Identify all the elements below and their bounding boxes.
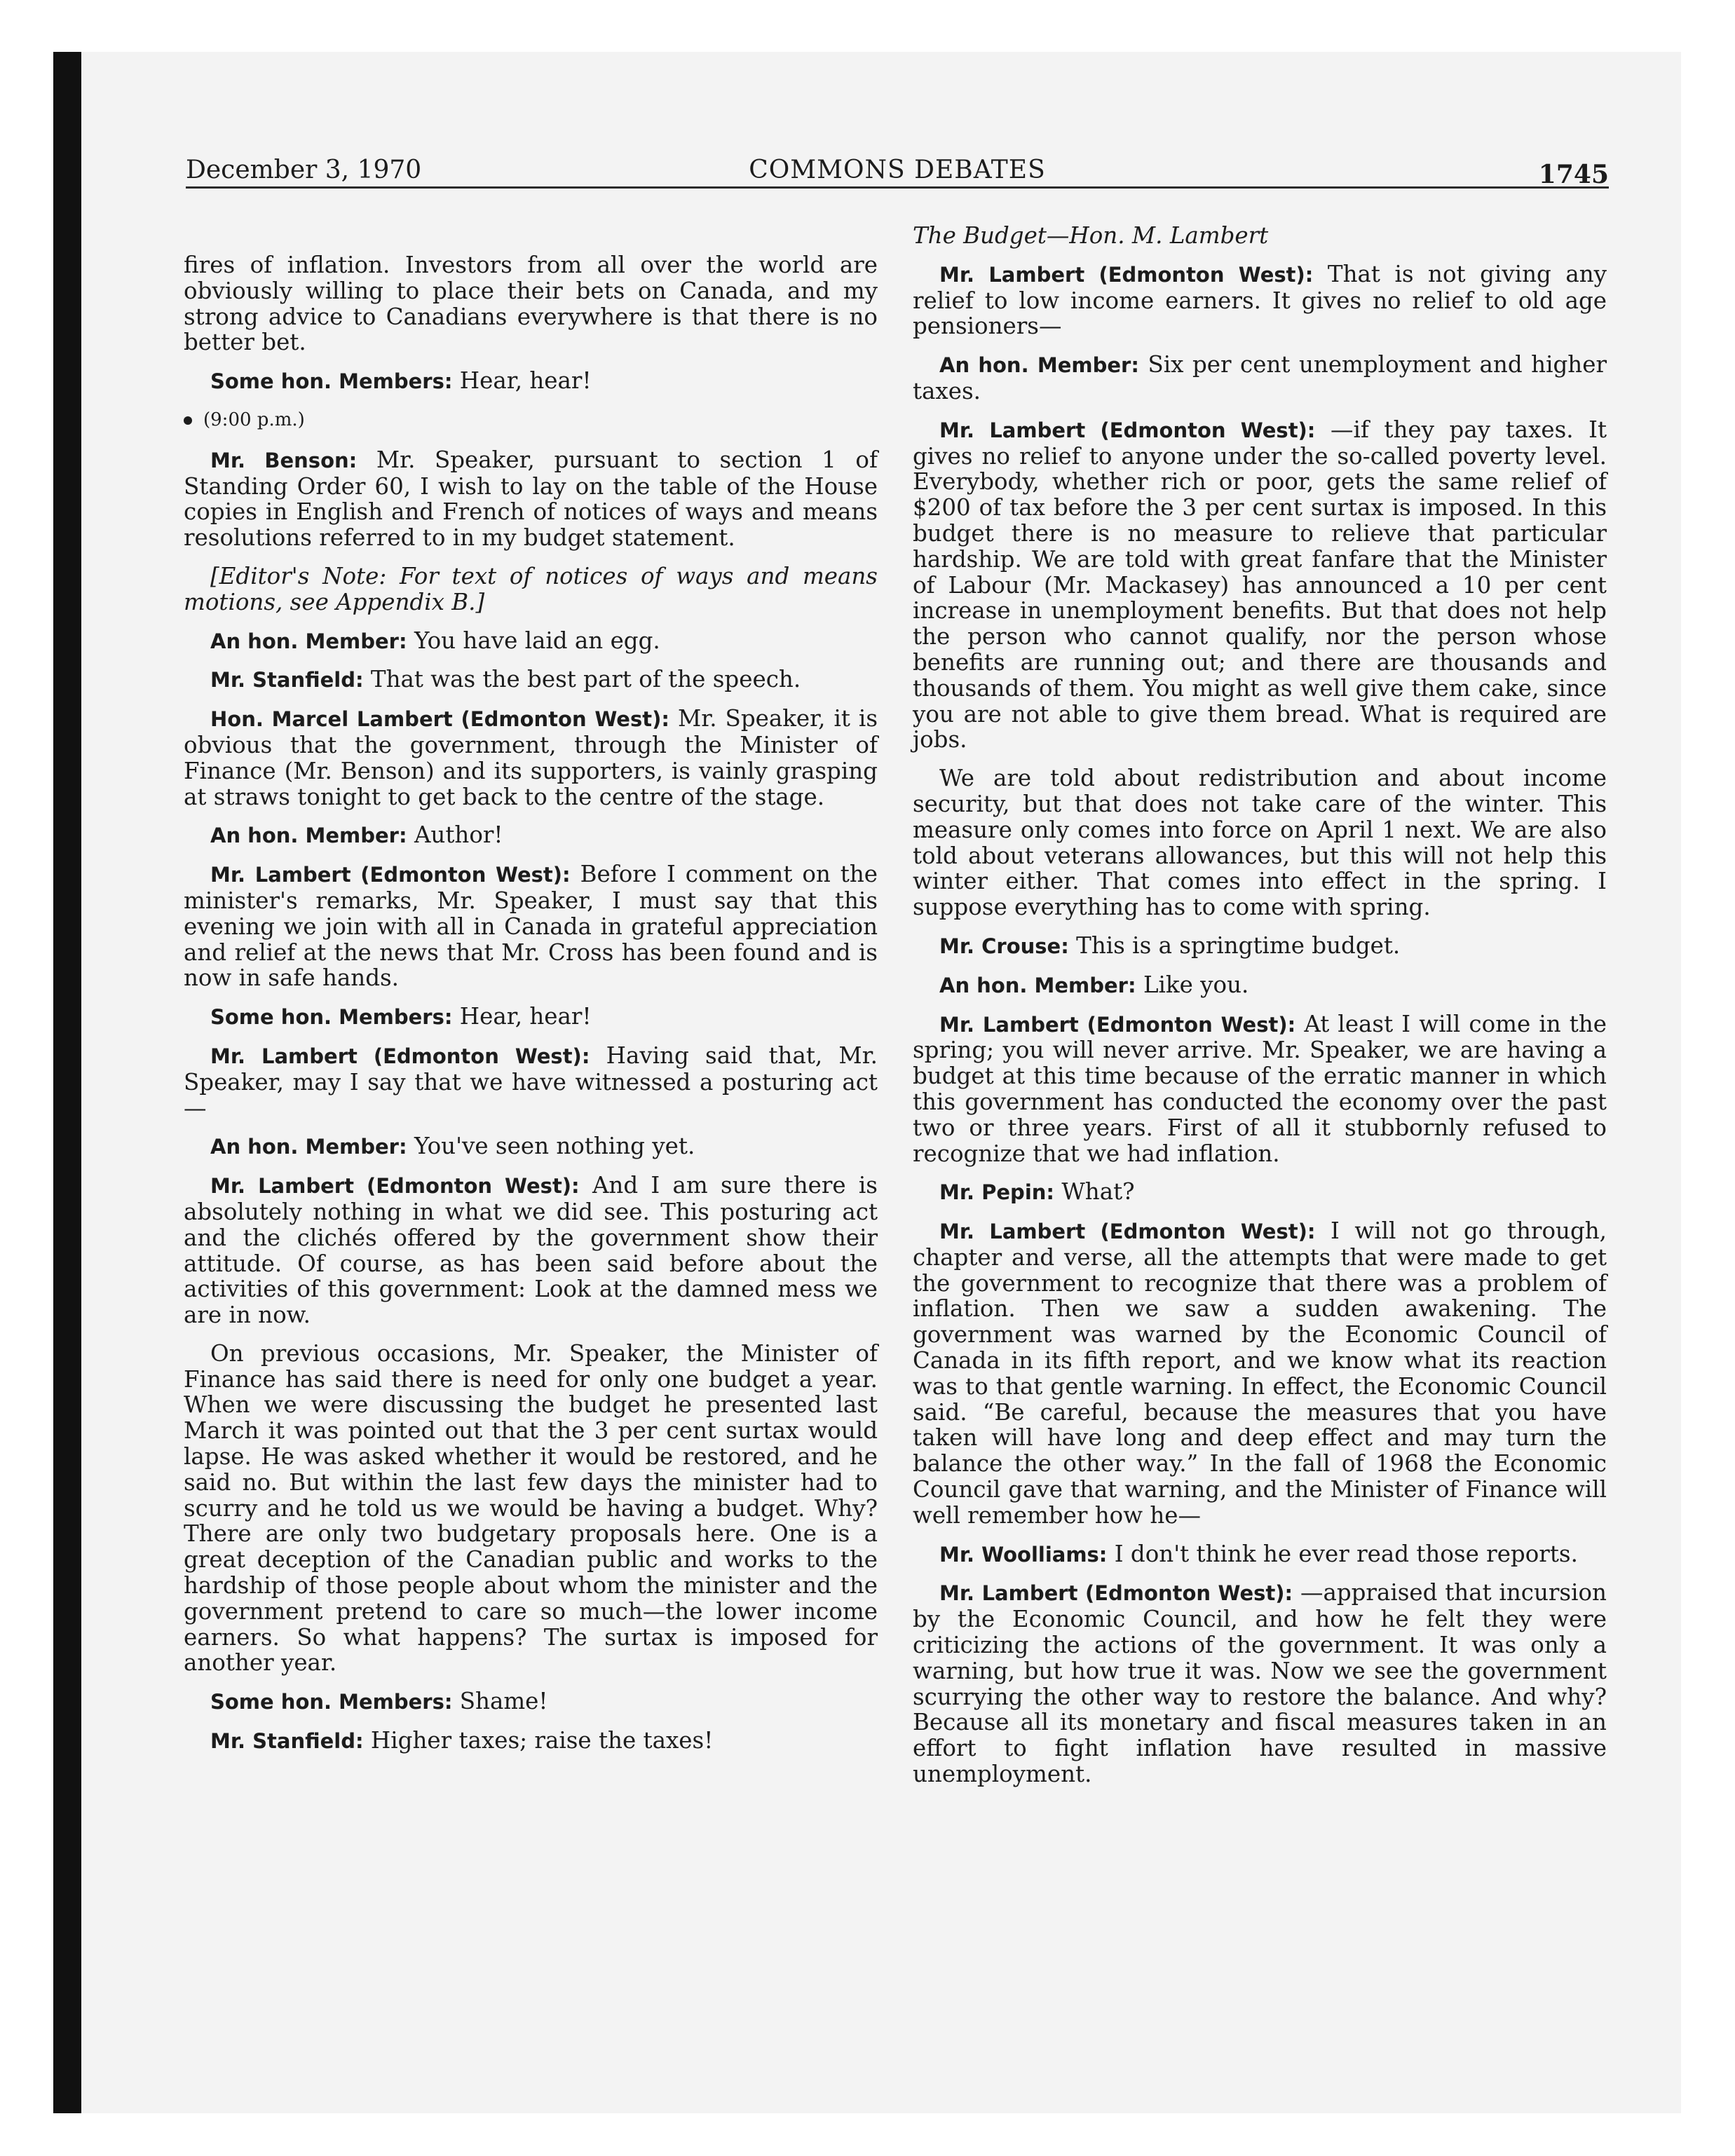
speaker-name: An hon. Member:	[210, 824, 407, 848]
speech-text: Mr. Speaker, it is obvious that the government, through the Minister of Finance (Mr. Benson) and its supporters, is vainly grasping at straws tonight to get back to the centre of the stage.	[184, 705, 878, 810]
speaker-name: Mr. Lambert (Edmonton West):	[939, 262, 1314, 287]
right-column-body	[913, 261, 1607, 1787]
speaker-name: Mr. Stanfield:	[210, 668, 364, 692]
speaker-name: Mr. Benson:	[210, 448, 358, 472]
speech-text: That was the best part of the speech.	[370, 666, 801, 693]
speech-text: Having said that, Mr. Speaker, may I say that we have witnessed a posturing act—	[184, 1042, 878, 1121]
speech-paragraph	[184, 667, 878, 693]
speaker-name: Hon. Marcel Lambert (Edmonton West):	[210, 707, 669, 732]
speech-paragraph	[184, 706, 878, 810]
running-heading: The Budget—Hon. M. Lambert	[913, 222, 1269, 249]
header-page-number: 1745	[1538, 160, 1609, 189]
speech-text: Author!	[414, 821, 503, 849]
speaker-name: Mr. Lambert (Edmonton West):	[939, 1012, 1296, 1037]
time-text: (9:00 p.m.)	[203, 409, 305, 430]
speech-text: Like you.	[1143, 971, 1249, 998]
speech-text: Hear, hear!	[459, 1003, 592, 1030]
speech-text: Hear, hear!	[459, 367, 592, 395]
speaker-name: Mr. Lambert (Edmonton West):	[939, 418, 1316, 442]
speaker-name: Mr. Lambert (Edmonton West):	[939, 1581, 1293, 1606]
speech-text: Higher taxes; raise the taxes!	[370, 1727, 714, 1754]
speaker-name: An hon. Member:	[939, 353, 1139, 378]
speech-paragraph	[184, 861, 878, 991]
right-column	[913, 223, 1607, 1800]
speech-paragraph	[913, 417, 1607, 753]
speech-text: I will not go through, chapter and verse, all the attempts that were made to get the government to recognize that there was a problem of inflation. Then we saw a sudden awakening. The government was warned by the Economic Council of Canada in its fifth report, and we know what its reaction was to that gentle warning. In effect, the Economic Council said. “Be careful, because the measures that you have taken will have long and deep effect and may turn the balance the other way.” In the fall of 1968 the Economic Council gave that warning, and the Minister of Finance will well remember how he—	[913, 1217, 1607, 1529]
speech-text: You've seen nothing yet.	[414, 1133, 695, 1160]
time-marker	[184, 407, 878, 433]
speech-text: Before I comment on the minister's remarks, Mr. Speaker, I must say that this evening we join with all in Canada in grateful appreciation and relief at the news that Mr. Cross has been found and is now in safe hands.	[184, 861, 878, 992]
speech-paragraph	[913, 1541, 1607, 1568]
speech-paragraph	[184, 1688, 878, 1715]
header-date: December 3, 1970	[186, 156, 422, 184]
left-column	[184, 252, 878, 1767]
speech-paragraph	[184, 368, 878, 395]
speaker-name: Some hon. Members:	[210, 1690, 453, 1714]
speech-paragraph	[913, 352, 1607, 404]
speech-paragraph	[913, 972, 1607, 999]
speech-text: You have laid an egg.	[414, 627, 660, 654]
speech-text: And I am sure there is absolutely nothing in what we did see. This posturing act and the clichés offered by the government show their attitude. Of course, as has been said before about the activities of this government: Look at the damned mess we are in now.	[184, 1172, 878, 1329]
speech-paragraph	[913, 1179, 1607, 1206]
speech-text: Six per cent unemployment and higher taxes.	[913, 351, 1607, 404]
speech-paragraph	[184, 628, 878, 655]
speech-text: This is a springtime budget.	[1076, 932, 1401, 959]
speech-text: I don't think he ever read those reports.	[1114, 1540, 1578, 1567]
editor-note: [Editor's Note: For text of notices of ways and means motions, see Appendix B.]	[184, 562, 878, 615]
speaker-name: Mr. Crouse:	[939, 934, 1069, 958]
speech-text: What?	[1061, 1178, 1135, 1206]
speech-text: That is not giving any relief to low income earners. It gives no relief to old age pensioners—	[913, 260, 1607, 340]
speech-paragraph	[184, 1043, 878, 1121]
speaker-name: Some hon. Members:	[210, 1005, 453, 1030]
speech-text: At least I will come in the spring; you will never arrive. Mr. Speaker, we are having a budget at this time because of the erratic manner in which this government has conducted the economy over the past two or three years. First of all it stubbornly refused to recognize that we had inflation.	[913, 1010, 1607, 1167]
scan-binding-edge	[53, 52, 81, 2113]
speaker-name: Mr. Stanfield:	[210, 1729, 364, 1754]
speaker-name: An hon. Member:	[210, 1135, 407, 1159]
speech-text: Shame!	[459, 1688, 548, 1715]
speaker-name: Mr. Lambert (Edmonton West):	[939, 1220, 1316, 1244]
page-header	[186, 153, 1609, 189]
speech-paragraph	[913, 1580, 1607, 1787]
speech-paragraph	[184, 1728, 878, 1754]
speech-paragraph	[913, 1218, 1607, 1529]
speaker-name: Mr. Lambert (Edmonton West):	[210, 1044, 590, 1068]
body-paragraph: We are told about redistribution and about income security, but that does not take care of the winter. This measure only comes into force on April 1 next. We are also told about veterans allowances, but this will not help this winter either. That comes into effect in the spring. I suppose everything has to come with spring.	[913, 765, 1607, 921]
body-paragraph: On previous occasions, Mr. Speaker, the Minister of Finance has said there is need for only one budget a year. When we were discussing the budget he presented last March it was pointed out that the 3 per cent surtax would lapse. He was asked whether it would be restored, and he said no. But within the last few days the minister had to scurry and he told us we would be having a budget. Why? There are only two budgetary proposals here. One is a great deception of the Canadian public and works to the hardship of those people about whom the minister and the government pretend to care so much—the lower income earners. So what happens? The surtax is imposed for another year.	[184, 1339, 878, 1677]
speaker-name: Mr. Woolliams:	[939, 1542, 1108, 1567]
speech-paragraph	[913, 1011, 1607, 1167]
speech-paragraph	[913, 261, 1607, 339]
speech-text: —if they pay taxes. It gives no relief to anyone under the so-called poverty level. Everybody, whether rich or poor, gets the same relief of $200 of tax before the 3 per cent surtax is imposed. In this budget there is no measure to relieve that particular hardship. We are told with great fanfare that the Minister of Labour (Mr. Mackasey) has announced a 10 per cent increase in unemployment benefits. But that does not help the person who cannot qualify, nor the person whose benefits are running out; and there are thousands and thousands of them. You might as well give them cake, since you are not able to give them bread. What is required are jobs.	[913, 416, 1607, 753]
speaker-name: Some hon. Members:	[210, 369, 453, 394]
speech-text: Mr. Speaker, pursuant to section 1 of Standing Order 60, I wish to lay on the table of the House copies in English and French of notices of ways and means resolutions referred to in my budget statement.	[184, 446, 878, 552]
speech-paragraph	[913, 933, 1607, 960]
bullet-icon	[184, 416, 192, 425]
speech-paragraph	[184, 1004, 878, 1030]
speaker-name: Mr. Lambert (Edmonton West):	[210, 863, 571, 887]
continued-paragraph: fires of inflation. Investors from all over the world are obviously willing to place their bets on Canada, and my strong advice to Canadians everywhere is that there is no better bet.	[184, 252, 878, 356]
header-title: COMMONS DEBATES	[749, 156, 1046, 184]
speech-paragraph	[184, 1173, 878, 1328]
speech-paragraph	[184, 822, 878, 849]
speaker-name: Mr. Lambert (Edmonton West):	[210, 1174, 580, 1199]
speech-text: —appraised that incursion by the Economic Council, and how he felt they were criticizing the actions of the government. It was only a warning, but how true it was. Now we see the government scurrying the other way to restore the balance. And why? Because all its monetary and fiscal measures taken in an effort to fight inflation have resulted in massive unemployment.	[913, 1579, 1607, 1788]
speaker-name: An hon. Member:	[939, 973, 1136, 997]
speech-paragraph	[184, 447, 878, 551]
speech-paragraph	[184, 1133, 878, 1160]
speaker-name: Mr. Pepin:	[939, 1180, 1055, 1205]
speaker-name: An hon. Member:	[210, 629, 407, 653]
